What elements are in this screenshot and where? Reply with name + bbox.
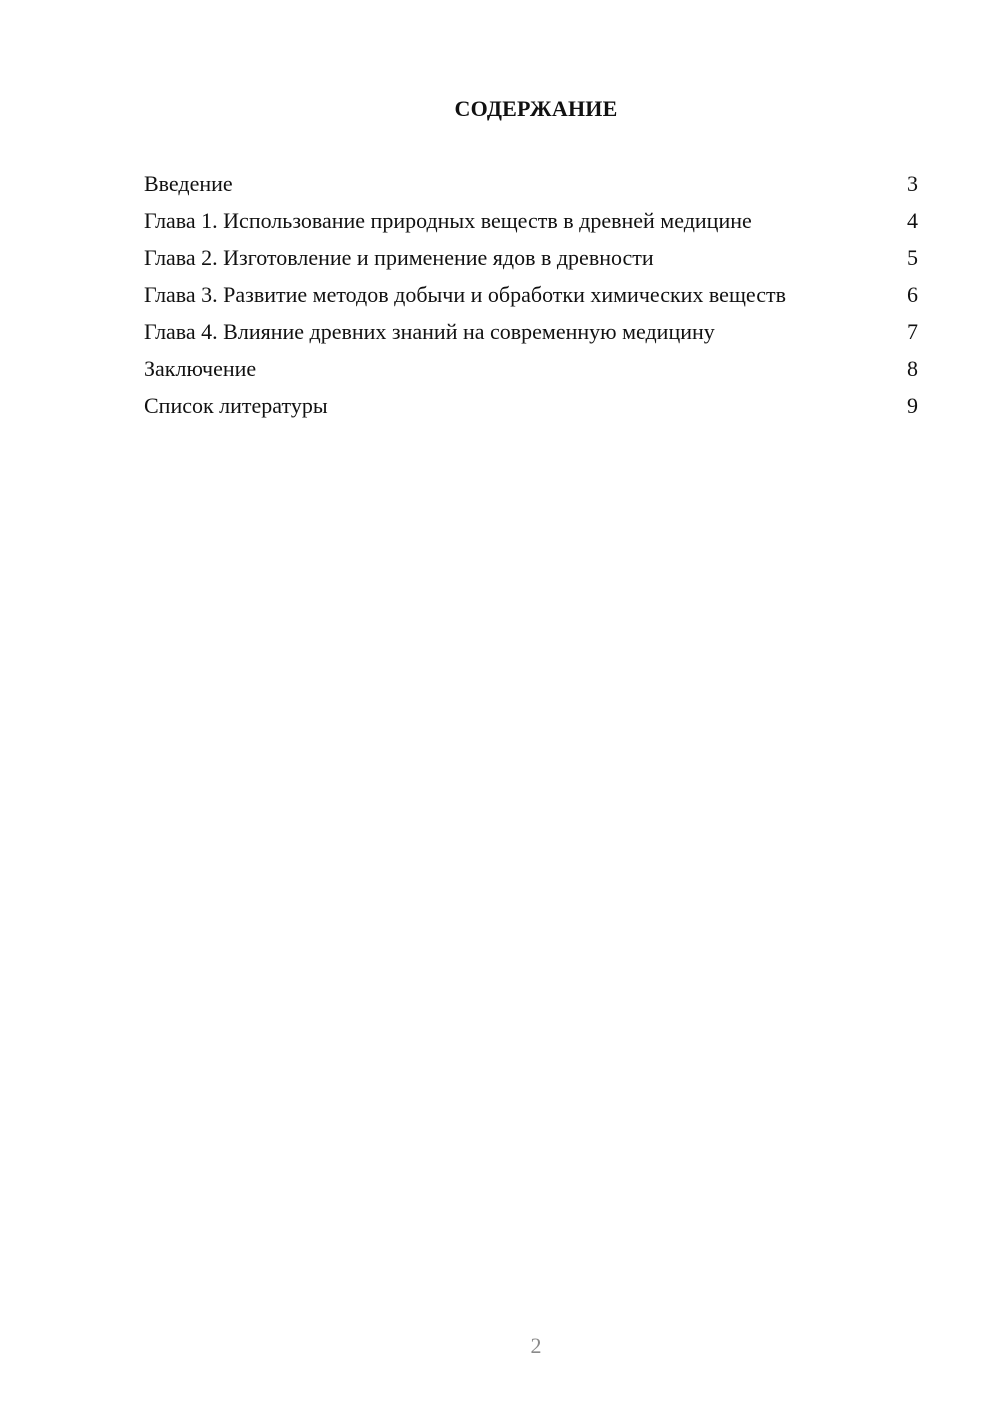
toc-entry-title: Список литературы [144, 393, 328, 418]
toc-entry-conclusion[interactable] [144, 355, 920, 382]
toc-entry-title: Глава 2. Изготовление и применение ядов в древности [144, 245, 654, 270]
toc-entry-page: 9 [907, 393, 918, 418]
page-title: СОДЕРЖАНИЕ [454, 96, 618, 121]
toc-entry-title: Глава 4. Влияние древних знаний на современную медицину [144, 319, 715, 344]
toc-entry-title: Глава 1. Использование природных веществ в древней медицине [144, 208, 752, 233]
toc-entry-chapter-1[interactable] [144, 207, 920, 234]
toc-entry-title: Глава 3. Развитие методов добычи и обработки химических веществ [144, 282, 786, 307]
toc-entry-chapter-3[interactable] [144, 281, 920, 308]
toc-entry-introduction[interactable] [144, 170, 920, 197]
toc-entry-page: 6 [907, 282, 918, 307]
toc-entry-title: Введение [144, 171, 233, 196]
toc-entry-page: 3 [907, 171, 918, 196]
toc-entry-chapter-2[interactable] [144, 244, 920, 271]
toc-entry-references[interactable] [144, 392, 920, 419]
page-number: 2 [530, 1333, 542, 1358]
toc-entry-title: Заключение [144, 356, 257, 381]
toc-entry-page: 4 [907, 208, 918, 233]
toc-entry-chapter-4[interactable] [144, 318, 920, 345]
toc-entry-page: 5 [907, 245, 918, 270]
toc-entry-page: 7 [907, 319, 918, 344]
toc-entry-page: 8 [907, 356, 918, 381]
table-of-contents [144, 170, 920, 429]
